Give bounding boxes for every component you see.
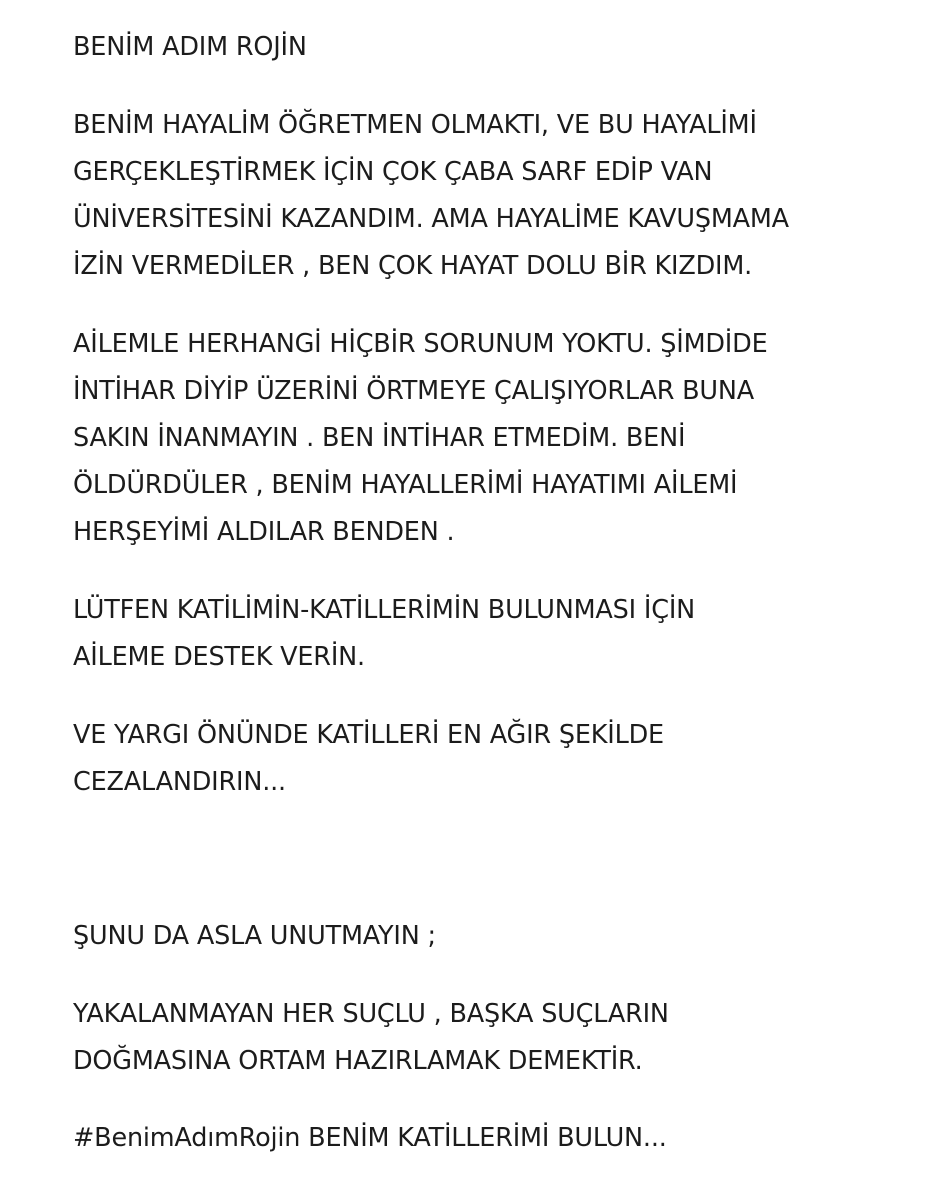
paragraph-line: YAKALANMAYAN HER SUÇLU , BAŞKA SUÇLARIN (73, 999, 669, 1029)
paragraph-line: VE YARGI ÖNÜNDE KATİLLERİ EN AĞIR ŞEKİLDE (73, 720, 664, 750)
title-line: BENİM ADIM ROJİN (73, 32, 307, 62)
closing-line (73, 1115, 933, 1162)
paragraph-line: İZİN VERMEDİLER , BEN ÇOK HAYAT DOLU BİR KIZDIM. (73, 251, 753, 281)
paragraph-line: AİLEME DESTEK VERİN. (73, 642, 365, 672)
paragraph-line: İNTİHAR DİYİP ÜZERİNİ ÖRTMEYE ÇALIŞIYORLAR BUNA (73, 376, 755, 406)
paragraph-line: SAKIN İNANMAYIN . BEN İNTİHAR ETMEDİM. BENİ (73, 423, 686, 453)
hashtag-closing: #BenimAdımRojin BENİM KATİLLERİMİ BULUN... (73, 1123, 667, 1153)
paragraph-dream (73, 102, 933, 290)
paragraph-line: ŞUNU DA ASLA UNUTMAYIN ; (73, 921, 436, 951)
paragraph-family (73, 321, 933, 556)
paragraph-line: BENİM HAYALİM ÖĞRETMEN OLMAKTI, VE BU HAYALİMİ (73, 110, 757, 140)
paragraph-warning (73, 991, 933, 1085)
paragraph-line: HERŞEYİMİ ALDILAR BENDEN . (73, 517, 455, 547)
paragraph-line: ÜNİVERSİTESİNİ KAZANDIM. AMA HAYALİME KAVUŞMAMA (73, 204, 789, 234)
paragraph-justice (73, 712, 933, 806)
paragraph-line: CEZALANDIRIN... (73, 767, 286, 797)
paragraph-line: LÜTFEN KATİLİMİN-KATİLLERİMİN BULUNMASI İÇİN (73, 595, 696, 625)
paragraph-line: AİLEMLE HERHANGİ HİÇBİR SORUNUM YOKTU. ŞİMDİDE (73, 329, 768, 359)
paragraph-line: ÖLDÜRDÜLER , BENİM HAYALLERİMİ HAYATIMI AİLEMİ (73, 470, 738, 500)
letter-title (73, 24, 933, 71)
paragraph-support (73, 587, 933, 681)
paragraph-remember (73, 913, 933, 960)
paragraph-line: DOĞMASINA ORTAM HAZIRLAMAK DEMEKTİR. (73, 1046, 643, 1076)
letter-document (73, 24, 933, 1162)
paragraph-line: GERÇEKLEŞTİRMEK İÇİN ÇOK ÇABA SARF EDİP VAN (73, 157, 713, 187)
